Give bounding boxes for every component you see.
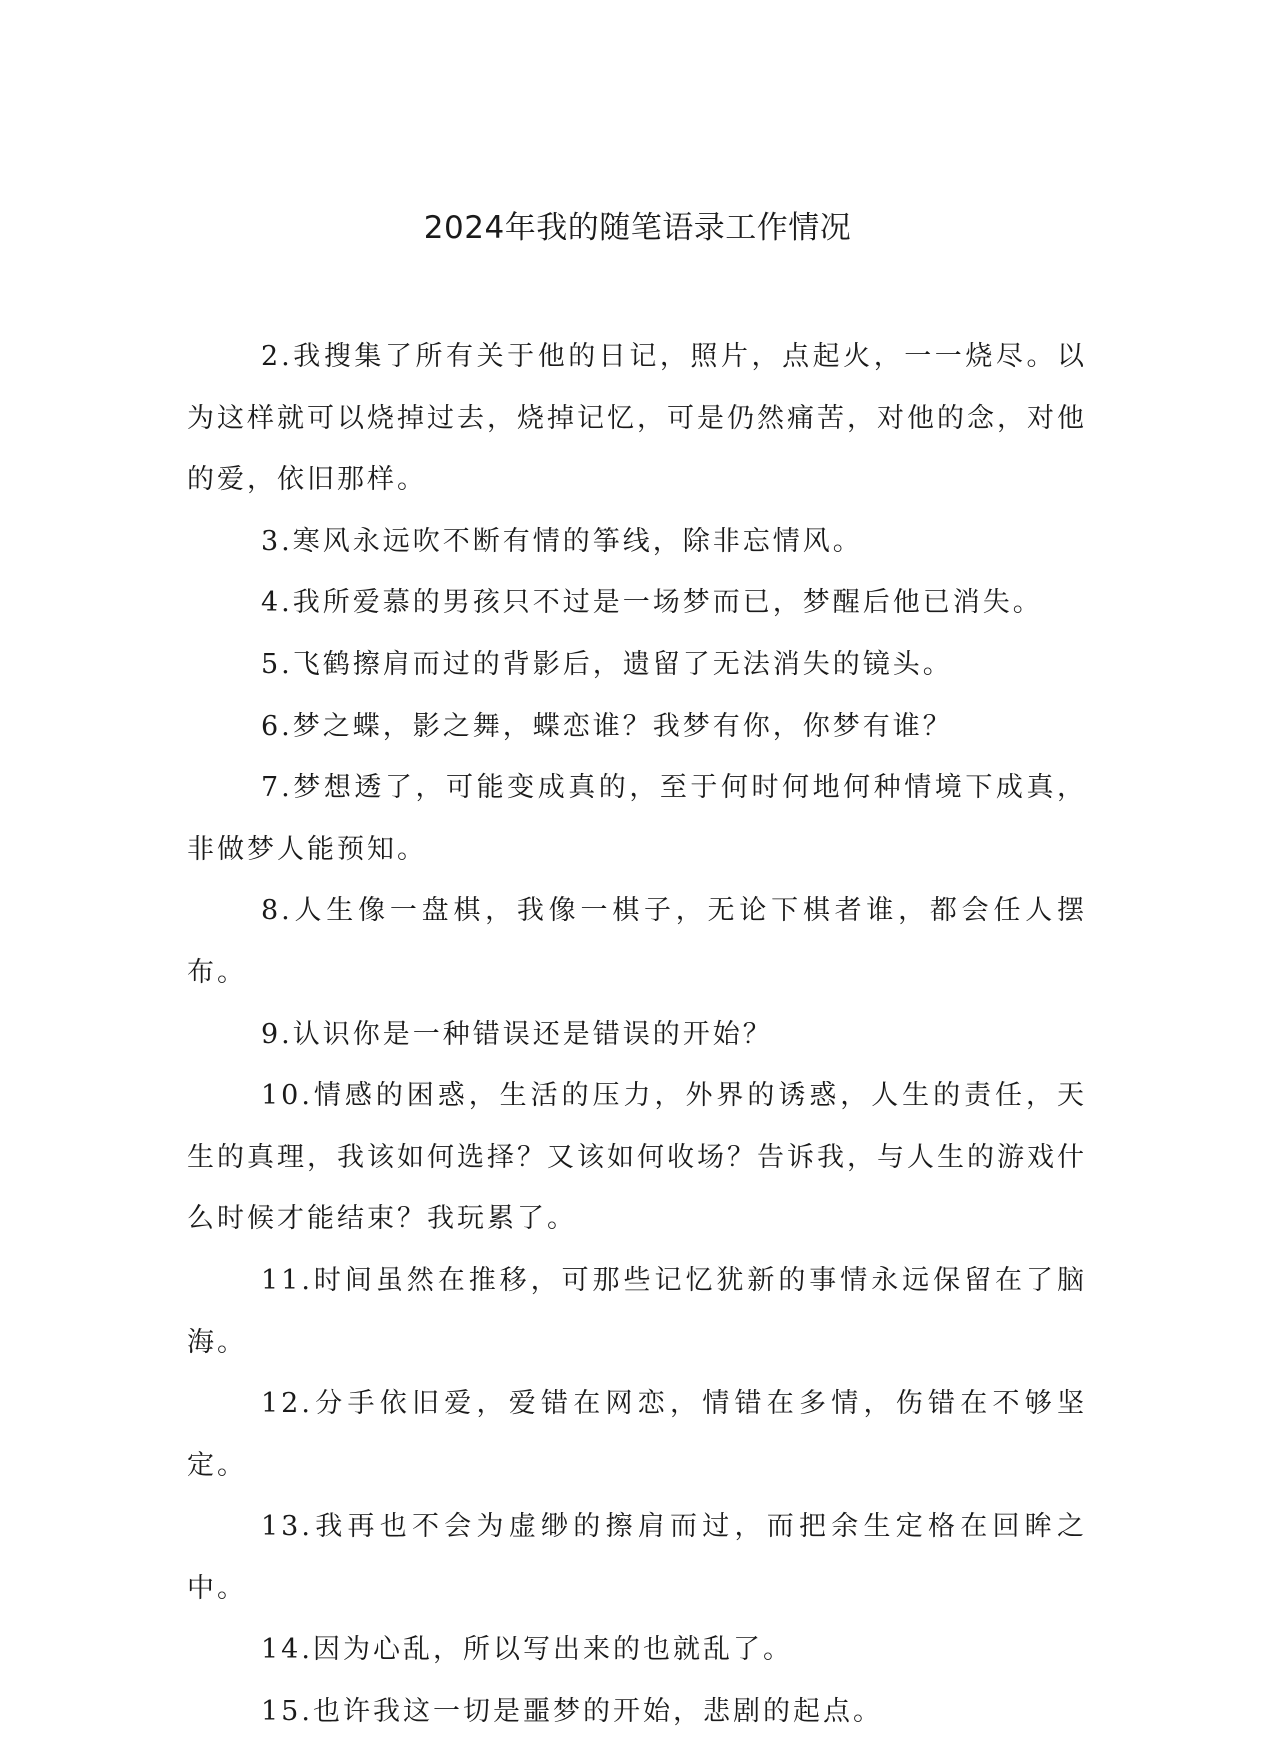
paragraph-quote-7: 7.梦想透了，可能变成真的，至于何时何地何种情境下成真，非做梦人能预知。 <box>187 772 1087 865</box>
paragraph-quote-8: 8.人生像一盘棋，我像一棋子，无论下棋者谁，都会任人摆布。 <box>187 895 1087 988</box>
paragraph-quote-15: 15.也许我这一切是噩梦的开始，悲剧的起点。 <box>261 1696 883 1728</box>
paragraph-quote-10: 10.情感的困惑，生活的压力，外界的诱惑，人生的责任，天生的真理，我该如何选择？又该如何收场？告诉我，与人生的游戏什么时候才能结束？我玩累了。 <box>187 1080 1087 1235</box>
paragraph-quote-11: 11.时间虽然在推移，可那些记忆犹新的事情永远保留在了脑海。 <box>187 1264 1087 1358</box>
paragraph-quote-14: 14.因为心乱，所以写出来的也就乱了。 <box>261 1634 793 1666</box>
paragraph-quote-9: 9.认识你是一种错误还是错误的开始？ <box>261 1018 773 1050</box>
paragraph-quote-13: 13.我再也不会为虚缈的擦肩而过，而把余生定格在回眸之中。 <box>187 1511 1087 1604</box>
document-title: 2024年我的随笔语录工作情况 <box>423 210 852 246</box>
document-body <box>187 326 1087 1743</box>
paragraph-quote-2: 2.我搜集了所有关于他的日记，照片，点起火，一一烧尽。以为这样就可以烧掉过去，烧掉记忆，可是仍然痛苦，对他的念，对他的爱，依旧那样。 <box>187 341 1087 496</box>
paragraph-quote-4: 4.我所爱慕的男孩只不过是一场梦而已，梦醒后他已消失。 <box>261 587 1043 619</box>
paragraph-quote-12: 12.分手依旧爱，爱错在网恋，情错在多情，伤错在不够坚定。 <box>187 1388 1087 1481</box>
paragraph-quote-6: 6.梦之蝶，影之舞，蝶恋谁？我梦有你，你梦有谁？ <box>261 710 953 742</box>
paragraph-quote-5: 5.飞鹤擦肩而过的背影后，遗留了无法消失的镜头。 <box>261 648 953 680</box>
paragraph-quote-3: 3.寒风永远吹不断有情的筝线，除非忘情风。 <box>261 525 863 557</box>
